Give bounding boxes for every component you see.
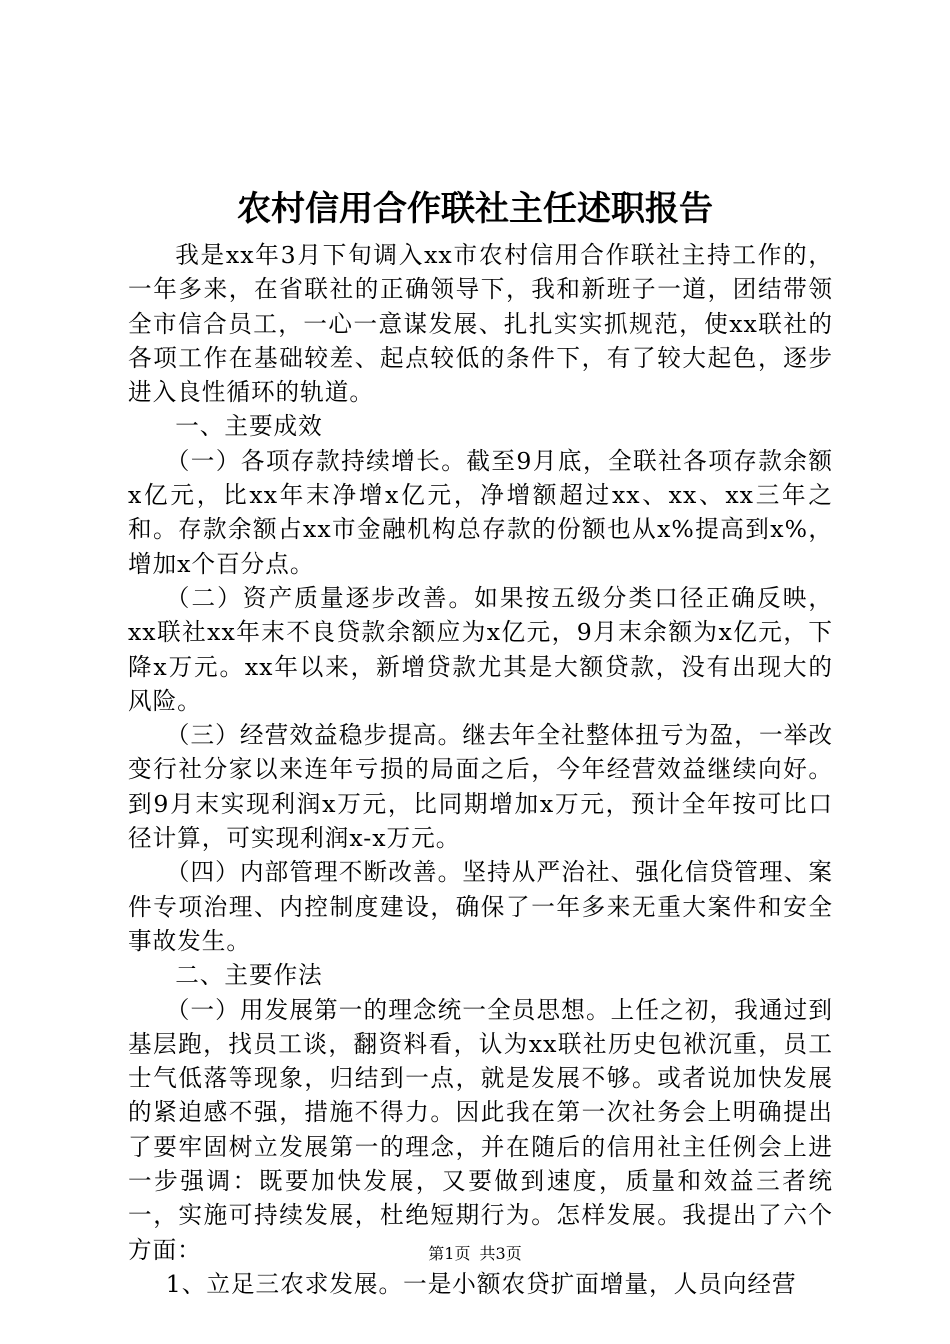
paragraph-method-1: （一）用发展第一的理念统一全员思想。上任之初，我通过到基层跑，找员工谈，翻资料看，认为xx联社历史包袱沉重，员工士气低落等现象，归结到一点，就是发展不够。或者说加快发展的紧迫感不强，措施不得力。因此我在第一次社务会上明确提出了要牢固树立发展第一的理念，并在随后的信用社主任例会上进一步强调：既要加快发展，又要做到速度，质量和效益三者统一，实施可持续发展，杜绝短期行为。怎样发展。我提出了六个方面： <box>128 995 833 1264</box>
page-number: 第1页 <box>428 1244 471 1263</box>
document-title: 农村信用合作联社主任述职报告 <box>237 189 713 229</box>
page-total: 共3页 <box>479 1244 522 1263</box>
paragraph-intro: 我是xx年3月下旬调入xx市农村信用合作联社主持工作的，一年多来，在省联社的正确领导下，我和新班子一道，团结带领全市信合员工，一心一意谋发展、扎扎实实抓规范，使xx联社的各项工作在基础较差、起点较低的条件下，有了较大起色，逐步进入良性循环的轨道。 <box>128 241 833 407</box>
section-heading-2: 二、主要作法 <box>175 961 323 990</box>
paragraph-achievement-2: （二）资产质量逐步改善。如果按五级分类口径正确反映，xx联社xx年末不良贷款余额应为x亿元，9月末余额为x亿元，下降x万元。xx年以来，新增贷款尤其是大额贷款，没有出现大的风险。 <box>128 583 833 715</box>
section-heading-1: 一、主要成效 <box>175 412 323 441</box>
paragraph-achievement-4: （四）内部管理不断改善。坚持从严治社、强化信贷管理、案件专项治理、内控制度建设，确保了一年多来无重大案件和安全事故发生。 <box>128 858 833 955</box>
paragraph-achievement-3: （三）经营效益稳步提高。继去年全社整体扭亏为盈，一举改变行社分家以来连年亏损的局面之后，今年经营效益继续向好。到9月末实现利润x万元，比同期增加x万元，预计全年按可比口径计算，可实现利润x-x万元。 <box>128 721 833 853</box>
paragraph-achievement-1: （一）各项存款持续增长。截至9月底，全联社各项存款余额x亿元，比xx年末净增x亿元，净增额超过xx、xx、xx三年之和。存款余额占xx市金融机构总存款的份额也从x%提高到x%，增加x个百分点。 <box>128 446 833 578</box>
page-footer <box>0 1243 950 1265</box>
paragraph-method-1-item-1: 1、立足三农求发展。一是小额农贷扩面增量，人员向经营 <box>165 1269 797 1298</box>
document-body <box>128 238 833 1301</box>
